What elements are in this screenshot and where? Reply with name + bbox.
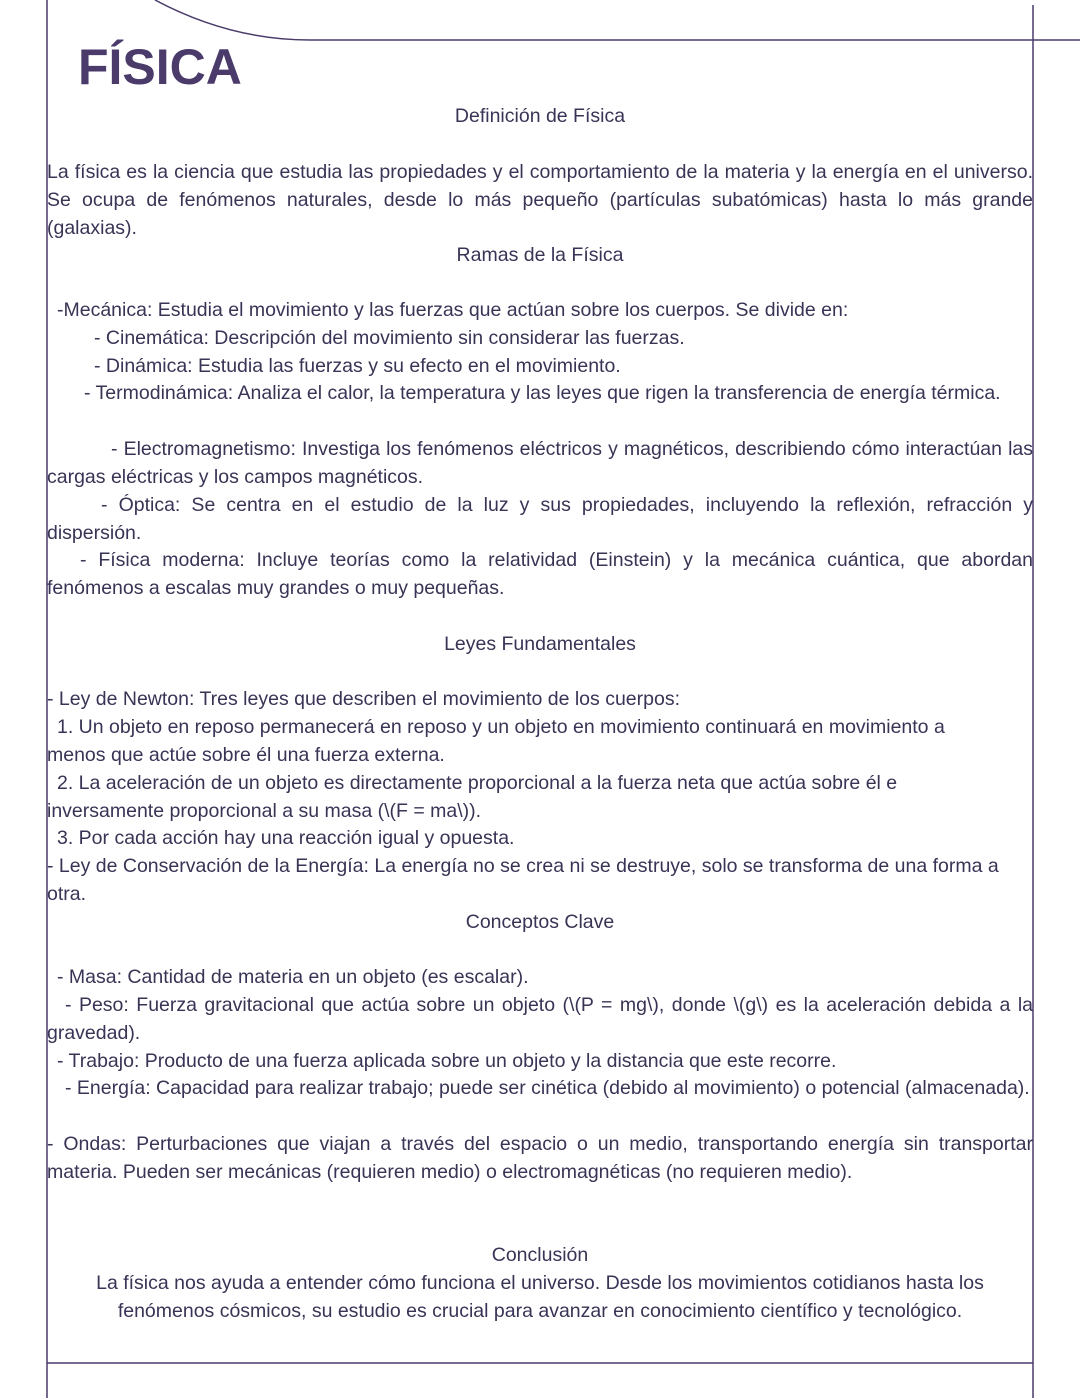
concept-trabajo: - Trabajo: Producto de una fuerza aplicada sobre un objeto y la distancia que este recorre. <box>57 1050 837 1072</box>
law-newton-2: 2. La aceleración de un objeto es directamente proporcional a la fuerza neta que actúa sobre él e inversamente proporcional a su masa (\(F = ma\)). <box>47 772 898 822</box>
concept-masa: - Masa: Cantidad de materia en un objeto (es escalar). <box>57 966 529 988</box>
concept-ondas: - Ondas: Perturbaciones que viajan a través del espacio o un medio, transportando energía sin transportar materia. Pueden ser mecánicas (requieren medio) o electromagnéticas (no requieren medio). <box>47 1133 1033 1183</box>
branch-fisica-moderna: - Física moderna: Incluye teorías como la relatividad (Einstein) y la mecánica cuántica, que abordan fenómenos a escalas muy grandes o muy pequeñas. <box>47 549 1033 599</box>
concepts-heading: Conceptos Clave <box>465 911 615 933</box>
law-newton-3: 3. Por cada acción hay una reacción igual y opuesta. <box>57 827 515 849</box>
branch-dinamica: - Dinámica: Estudia las fuerzas y su efecto en el movimiento. <box>94 355 621 377</box>
branches-heading: Ramas de la Física <box>456 244 624 266</box>
branch-electromagnetismo: - Electromagnetismo: Investiga los fenómenos eléctricos y magnéticos, describiendo cómo interactúan las cargas eléctricas y los campos magnéticos. <box>47 438 1033 488</box>
law-energy-conservation: - Ley de Conservación de la Energía: La energía no se crea ni se destruye, solo se transforma de una forma a otra. <box>47 855 999 905</box>
definition-text: La física es la ciencia que estudia las propiedades y el comportamiento de la materia y la energía en el universo. Se ocupa de fenómenos naturales, desde lo más pequeño (partículas subatómicas) hasta lo más grande (galaxias). <box>47 161 1033 239</box>
branch-cinematica: - Cinemática: Descripción del movimiento sin considerar las fuerzas. <box>94 327 685 349</box>
law-newton: - Ley de Newton: Tres leyes que describen el movimiento de los cuerpos: <box>47 688 680 710</box>
branch-optica: - Óptica: Se centra en el estudio de la luz y sus propiedades, incluyendo la reflexión, refracción y dispersión. <box>47 494 1033 544</box>
page-title: FÍSICA <box>78 39 242 95</box>
concept-peso: - Peso: Fuerza gravitacional que actúa sobre un objeto (\(P = mg\), donde \(g\) es la aceleración debida a la gravedad). <box>47 994 1033 1044</box>
conclusion-heading: Conclusión <box>491 1244 589 1266</box>
conclusion-text: La física nos ayuda a entender cómo funciona el universo. Desde los movimientos cotidianos hasta los fenómenos cósmicos, su estudio es crucial para avanzar en conocimiento científico y tecnológico. <box>96 1272 984 1322</box>
branch-termodinamica: - Termodinámica: Analiza el calor, la temperatura y las leyes que rigen la transferencia de energía térmica. <box>84 382 1001 404</box>
concept-energia: - Energía: Capacidad para realizar trabajo; puede ser cinética (debido al movimiento) o potencial (almacenada). <box>65 1077 1030 1099</box>
branch-mecanica: -Mecánica: Estudia el movimiento y las fuerzas que actúan sobre los cuerpos. Se divide en: <box>57 299 849 321</box>
definition-heading: Definición de Física <box>454 105 626 127</box>
laws-heading: Leyes Fundamentales <box>444 633 636 655</box>
law-newton-1: 1. Un objeto en reposo permanecerá en reposo y un objeto en movimiento continuará en movimiento a menos que actúe sobre él una fuerza externa. <box>47 716 945 766</box>
